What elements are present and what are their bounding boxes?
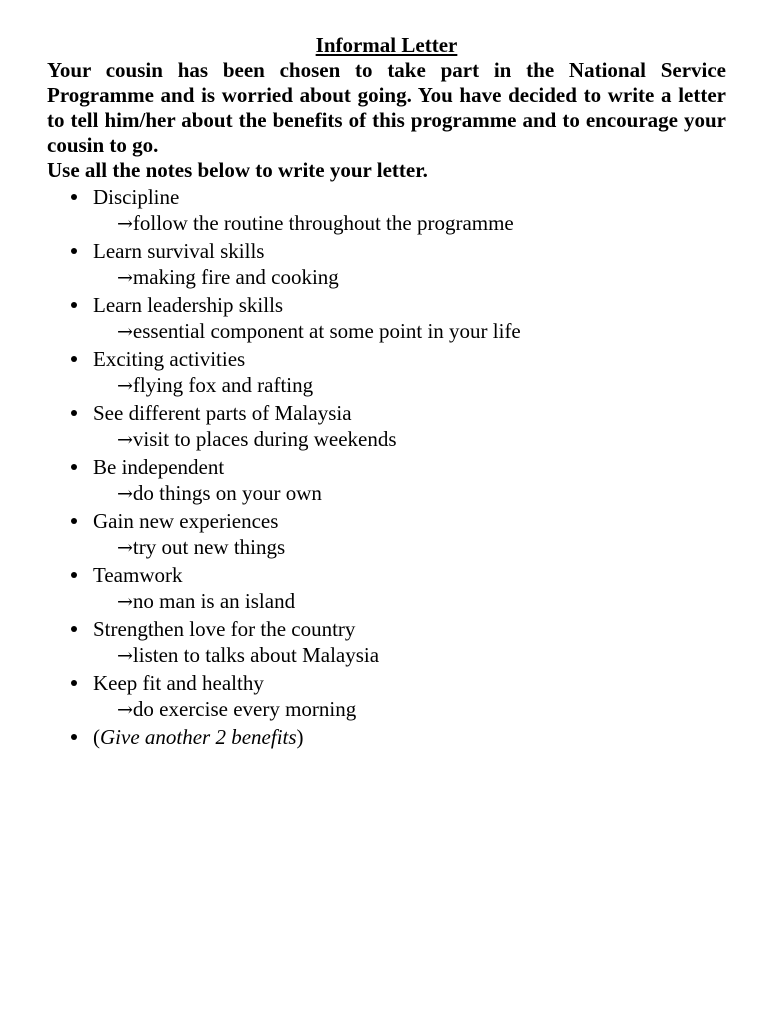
arrow-right-icon: → bbox=[117, 267, 133, 289]
arrow-right-icon: → bbox=[117, 591, 133, 613]
arrow-right-icon: → bbox=[117, 429, 133, 451]
note-detail-text: no man is an island bbox=[132, 589, 296, 613]
arrow-right-icon: → bbox=[117, 213, 133, 235]
note-detail-text: follow the routine throughout the programme bbox=[132, 211, 514, 235]
list-item bbox=[47, 346, 726, 399]
note-detail-text: flying fox and rafting bbox=[132, 373, 314, 397]
note-point: Exciting activities bbox=[93, 347, 246, 371]
arrow-right-icon: → bbox=[117, 699, 133, 721]
list-item bbox=[47, 454, 726, 507]
note-detail bbox=[93, 318, 726, 345]
note-detail-text: try out new things bbox=[132, 535, 286, 559]
note-point: Keep fit and healthy bbox=[93, 671, 264, 695]
note-detail bbox=[93, 264, 726, 291]
notes-list bbox=[47, 184, 726, 750]
arrow-right-icon: → bbox=[117, 321, 133, 343]
bullet-icon bbox=[71, 194, 77, 200]
page-title: Informal Letter bbox=[315, 33, 458, 57]
note-point: See different parts of Malaysia bbox=[93, 401, 352, 425]
arrow-right-icon: → bbox=[117, 537, 133, 559]
note-detail bbox=[93, 426, 726, 453]
note-detail bbox=[93, 372, 726, 399]
bullet-icon bbox=[71, 680, 77, 686]
note-point: Teamwork bbox=[93, 563, 183, 587]
bullet-icon bbox=[71, 410, 77, 416]
task-instruction: Use all the notes below to write your letter. bbox=[47, 158, 428, 182]
list-item bbox=[47, 616, 726, 669]
list-item-extra-benefits bbox=[47, 724, 726, 750]
note-detail bbox=[93, 210, 726, 237]
note-point: Learn leadership skills bbox=[93, 293, 284, 317]
open-paren: ( bbox=[93, 725, 100, 749]
list-item bbox=[47, 400, 726, 453]
note-detail-text: do exercise every morning bbox=[132, 697, 357, 721]
note-detail-text: essential component at some point in your life bbox=[132, 319, 521, 343]
bullet-icon bbox=[71, 302, 77, 308]
list-item bbox=[47, 508, 726, 561]
note-detail bbox=[93, 642, 726, 669]
list-item bbox=[47, 670, 726, 723]
bullet-icon bbox=[71, 626, 77, 632]
arrow-right-icon: → bbox=[117, 483, 133, 505]
bullet-icon bbox=[71, 734, 77, 740]
list-item bbox=[47, 292, 726, 345]
note-detail bbox=[93, 534, 726, 561]
list-item bbox=[47, 184, 726, 237]
note-detail-text: making fire and cooking bbox=[132, 265, 339, 289]
note-point: Be independent bbox=[93, 455, 225, 479]
bullet-icon bbox=[71, 464, 77, 470]
arrow-right-icon: → bbox=[117, 645, 133, 667]
note-detail-text: visit to places during weekends bbox=[132, 427, 397, 451]
note-detail-text: do things on your own bbox=[132, 481, 322, 505]
arrow-right-icon: → bbox=[117, 375, 133, 397]
list-item bbox=[47, 562, 726, 615]
close-paren: ) bbox=[296, 725, 304, 749]
note-point: Learn survival skills bbox=[93, 239, 265, 263]
note-detail bbox=[93, 696, 726, 723]
note-point: Strengthen love for the country bbox=[93, 617, 356, 641]
task-prompt: Your cousin has been chosen to take part in the National Service Programme and is worried about going. You have decided to write a letter to tell him/her about the benefits of this programme and to encourage your cousin to go. bbox=[47, 58, 726, 157]
extra-benefits-prompt: Give another 2 benefits bbox=[100, 725, 297, 749]
note-detail bbox=[93, 588, 726, 615]
bullet-icon bbox=[71, 248, 77, 254]
note-point bbox=[93, 724, 726, 750]
bullet-icon bbox=[71, 572, 77, 578]
list-item bbox=[47, 238, 726, 291]
bullet-icon bbox=[71, 356, 77, 362]
note-detail bbox=[93, 480, 726, 507]
letter-task-page bbox=[47, 33, 726, 751]
note-detail-text: listen to talks about Malaysia bbox=[132, 643, 380, 667]
bullet-icon bbox=[71, 518, 77, 524]
note-point: Discipline bbox=[93, 185, 180, 209]
note-point: Gain new experiences bbox=[93, 509, 279, 533]
